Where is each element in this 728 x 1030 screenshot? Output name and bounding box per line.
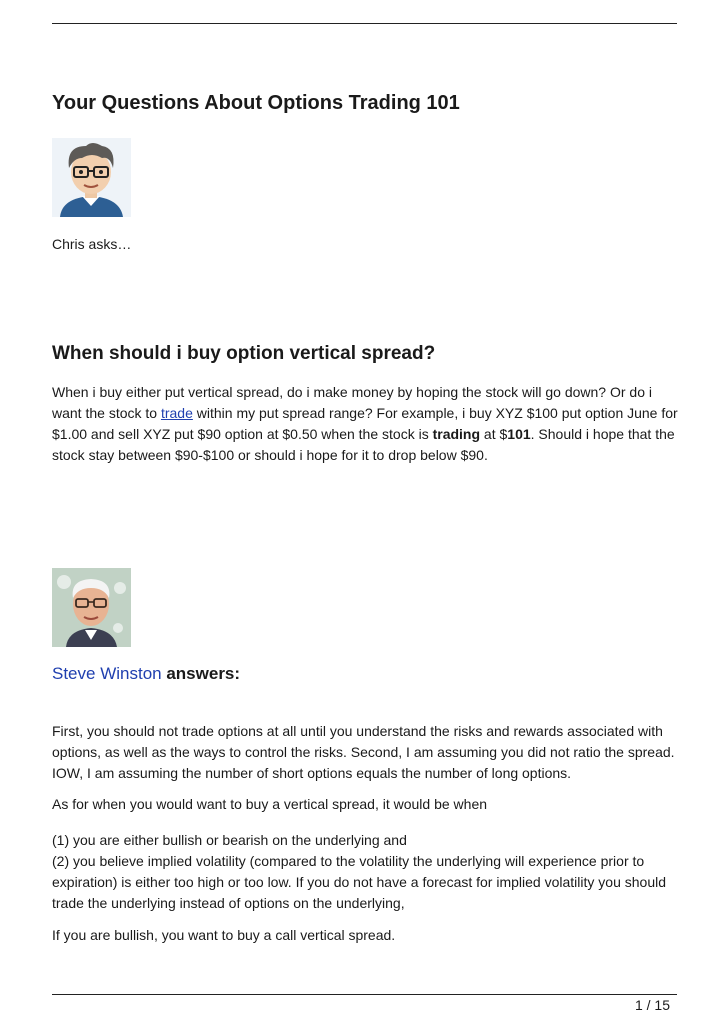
answer-paragraph-3-line-1: (1) you are either bullish or bearish on the underlying and (52, 832, 407, 848)
answer-paragraph-3 (52, 830, 678, 914)
top-rule (52, 23, 677, 24)
answerer-heading (52, 664, 240, 684)
asker-line: Chris asks… (52, 236, 132, 252)
question-text-part2: within my put spread range? For example, i buy XYZ $100 put option June for $1.00 and sell XYZ put $90 option at $0.50 when the stock is (52, 405, 678, 442)
page-indicator: 1 / 15 (634, 997, 670, 1013)
asker-avatar-icon (52, 138, 131, 217)
page-title: Your Questions About Options Trading 101 (52, 92, 460, 114)
trade-link[interactable]: trade (160, 405, 193, 421)
question-text-part4: . Should i hope that the stock stay between $90-$100 or should i hope for it to drop below $90. (52, 426, 675, 463)
answer-paragraph-2: As for when you would want to buy a vertical spread, it would be when (52, 796, 488, 812)
question-text (52, 382, 678, 466)
answerer-name-link[interactable]: Steve Winston (52, 664, 162, 683)
answerer-suffix: answers: (166, 664, 241, 683)
answer-paragraph-3-line-2: (2) you believe implied volatility (compared to the volatility the underlying will experience prior to expiration) is either too high or too low. If you do not have a forecast for implied volatility you should trade the underlying instead of options on the underlying, (52, 853, 667, 911)
question-text-part1: When i buy either put vertical spread, do i make money by hoping the stock will go down? Or do i want the stock to (52, 384, 652, 421)
answer-paragraph-1: First, you should not trade options at all until you understand the risks and rewards associated with options, as well as the ways to control the risks. Second, I am assuming you did not ratio the spread. IOW, I am assuming the number of short options equals the number of long options. (52, 723, 675, 781)
bottom-rule (52, 994, 677, 995)
price-101: 101 (507, 426, 531, 442)
question-text-part3: at $ (480, 426, 508, 442)
question-title: When should i buy option vertical spread? (52, 343, 436, 364)
trading-keyword: trading (432, 426, 481, 442)
answer-paragraph-4: If you are bullish, you want to buy a call vertical spread. (52, 927, 396, 943)
answerer-avatar-icon (52, 568, 131, 647)
